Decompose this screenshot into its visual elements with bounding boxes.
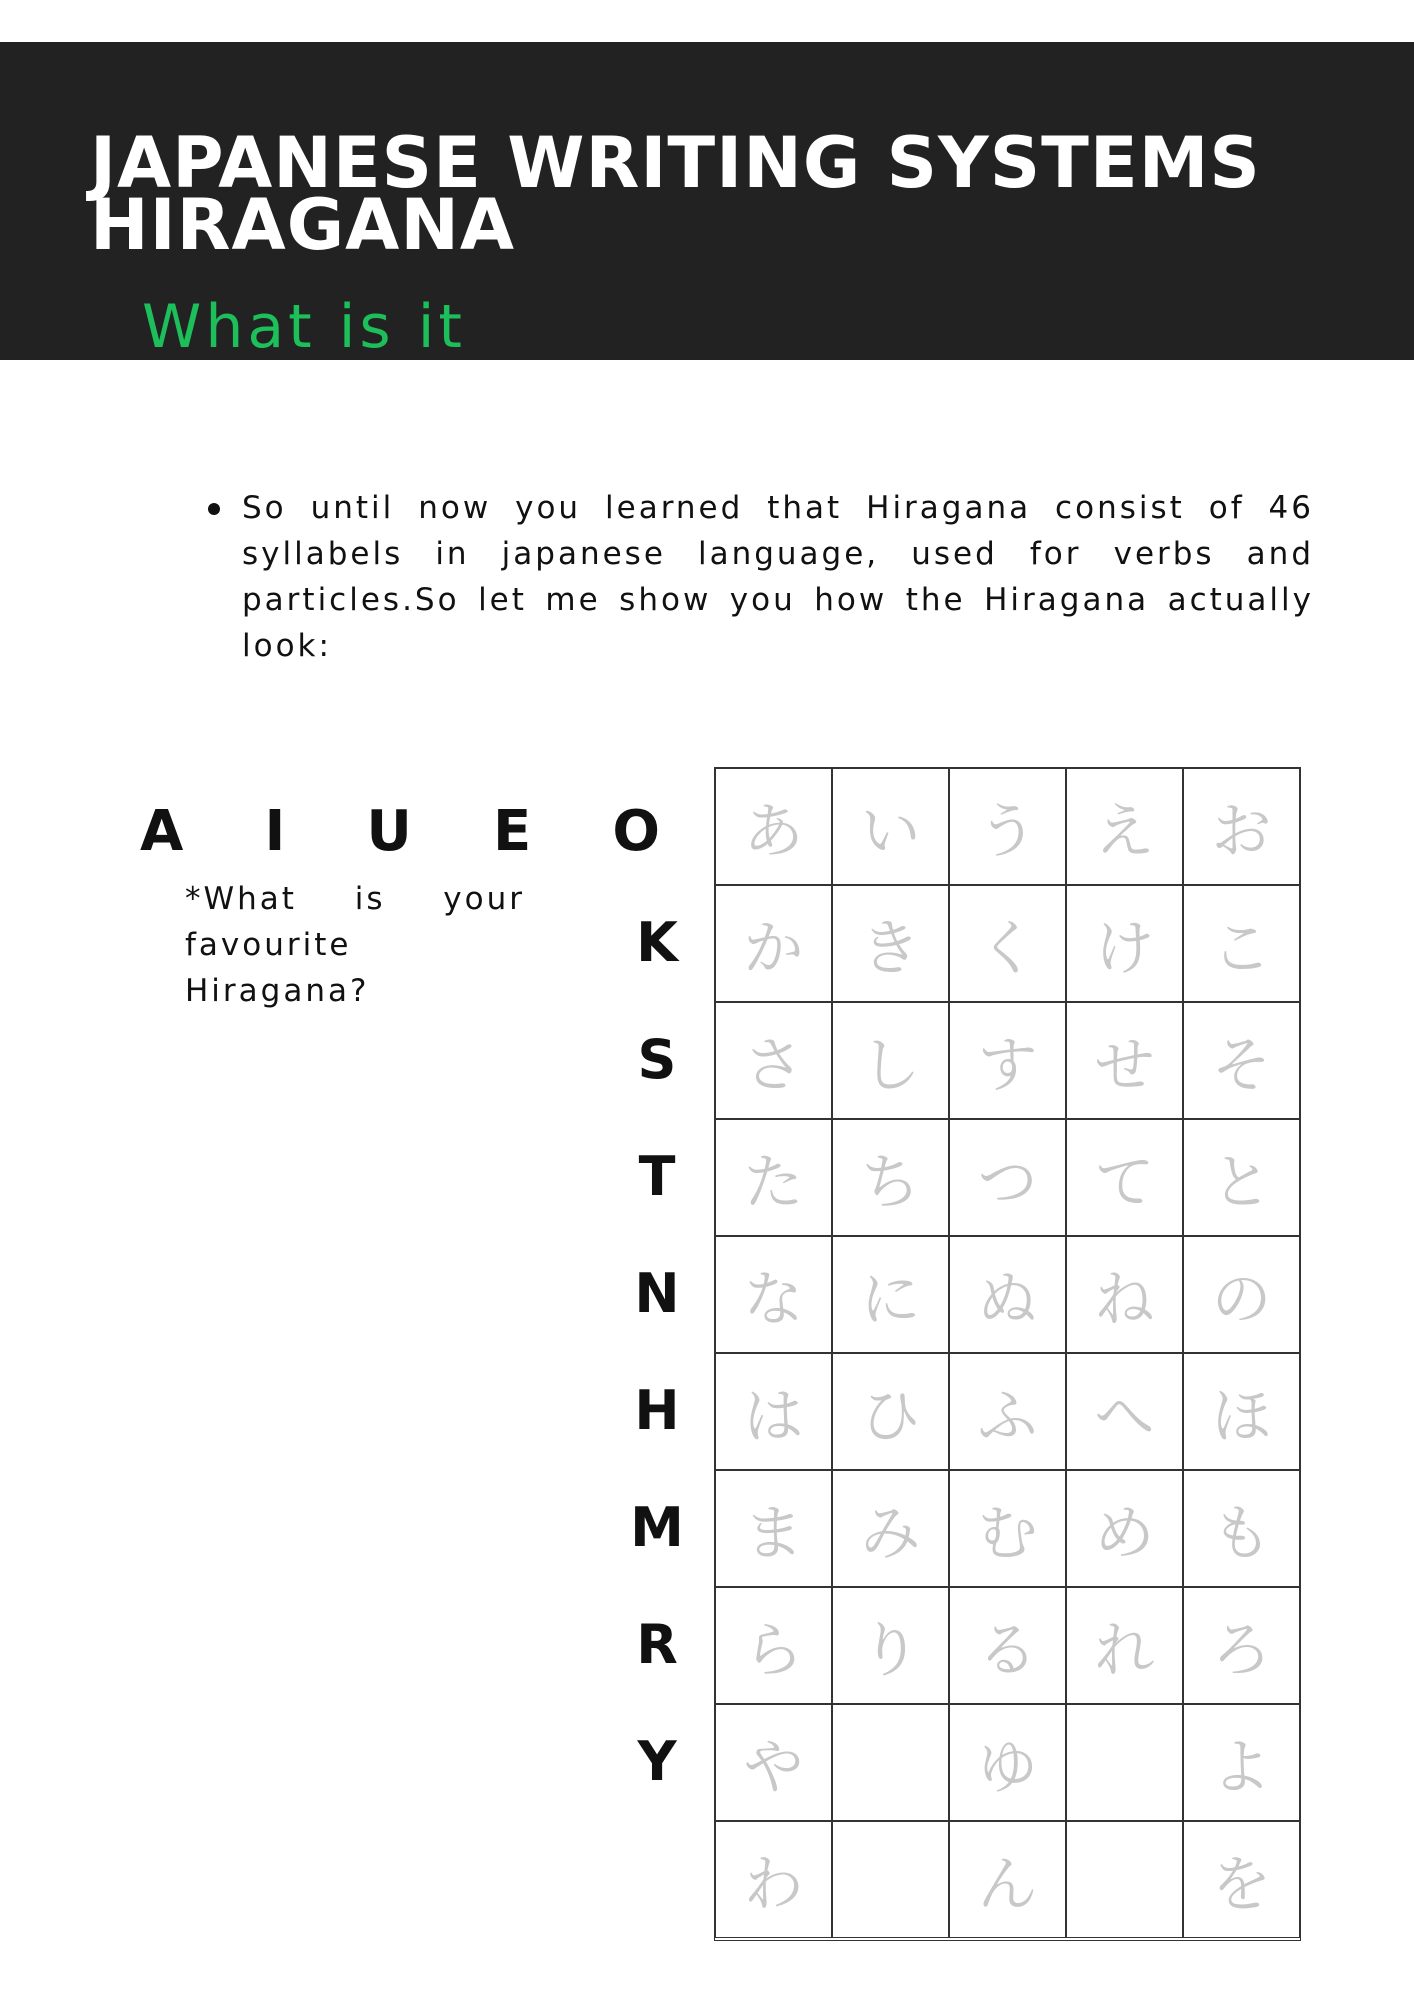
hiragana-cell: め [1066,1470,1183,1587]
vowel-label: E [493,799,532,864]
hiragana-cell: す [949,1002,1066,1119]
hiragana-cell: ふ [949,1353,1066,1470]
hiragana-cell: わ [715,1821,832,1938]
consonant-label: K [636,911,678,974]
consonant-label: H [634,1379,680,1442]
hiragana-cell [832,1704,949,1821]
question-text: *What is your favourite Hiragana? [185,881,525,1009]
hiragana-cell: か [715,885,832,1002]
hiragana-cell: や [715,1704,832,1821]
vowel-header [140,800,660,864]
hiragana-cell: た [715,1119,832,1236]
consonant-label: M [630,1496,684,1559]
hiragana-cell: ほ [1183,1353,1300,1470]
hiragana-cell [1066,1821,1183,1938]
hiragana-cell: き [832,885,949,1002]
hiragana-cell: よ [1183,1704,1300,1821]
hiragana-cell: こ [1183,885,1300,1002]
hiragana-cell: ろ [1183,1587,1300,1704]
hiragana-cell: る [949,1587,1066,1704]
consonant-label: R [636,1613,678,1676]
hiragana-cell: く [949,885,1066,1002]
hiragana-cell: を [1183,1821,1300,1938]
vowel-label: O [612,799,660,864]
header-banner [0,42,1414,360]
hiragana-cell: は [715,1353,832,1470]
hiragana-cell: へ [1066,1353,1183,1470]
vowel-label: A [140,799,184,864]
consonant-label: T [638,1145,676,1208]
hiragana-cell: む [949,1470,1066,1587]
hiragana-cell: え [1066,768,1183,885]
hiragana-cell: の [1183,1236,1300,1353]
hiragana-cell: ね [1066,1236,1183,1353]
hiragana-cell: ぬ [949,1236,1066,1353]
bullet-dot-icon [208,503,220,515]
vowel-label: I [264,799,286,864]
page-title [90,122,1261,266]
hiragana-cell: う [949,768,1066,885]
title-line-2: HIRAGANA [90,184,516,266]
hiragana-cell: い [832,768,949,885]
hiragana-cell: ち [832,1119,949,1236]
intro-text: So until now you learned that Hiragana consist of 46 syllabels in japanese language, used for verbs and particles.So let me show you how the Hiragana actually look: [242,490,1314,664]
hiragana-cell: あ [715,768,832,885]
hiragana-cell: に [832,1236,949,1353]
hiragana-cell: ん [949,1821,1066,1938]
hiragana-cell: さ [715,1002,832,1119]
hiragana-cell: ま [715,1470,832,1587]
vowel-label: U [366,799,412,864]
hiragana-cell: り [832,1587,949,1704]
consonant-label: S [637,1028,677,1091]
subtitle: What is it [142,292,466,362]
consonant-label: Y [637,1730,677,1793]
hiragana-cell: れ [1066,1587,1183,1704]
hiragana-cell: も [1183,1470,1300,1587]
hiragana-cell: て [1066,1119,1183,1236]
hiragana-cell: け [1066,885,1183,1002]
hiragana-grid [714,767,1301,1941]
hiragana-cell: ゆ [949,1704,1066,1821]
title-line-1: JAPANESE WRITING SYSTEMS [90,122,1261,204]
consonant-labels [616,884,698,1820]
hiragana-cell: つ [949,1119,1066,1236]
hiragana-cell: ひ [832,1353,949,1470]
hiragana-cell: せ [1066,1002,1183,1119]
hiragana-cell: と [1183,1119,1300,1236]
hiragana-cell: お [1183,768,1300,885]
hiragana-cell [832,1821,949,1938]
hiragana-cell: し [832,1002,949,1119]
hiragana-cell: ら [715,1587,832,1704]
hiragana-cell [1066,1704,1183,1821]
hiragana-cell: み [832,1470,949,1587]
hiragana-cell: な [715,1236,832,1353]
consonant-label: N [634,1262,680,1325]
intro-bullet [208,485,1314,669]
hiragana-cell: そ [1183,1002,1300,1119]
